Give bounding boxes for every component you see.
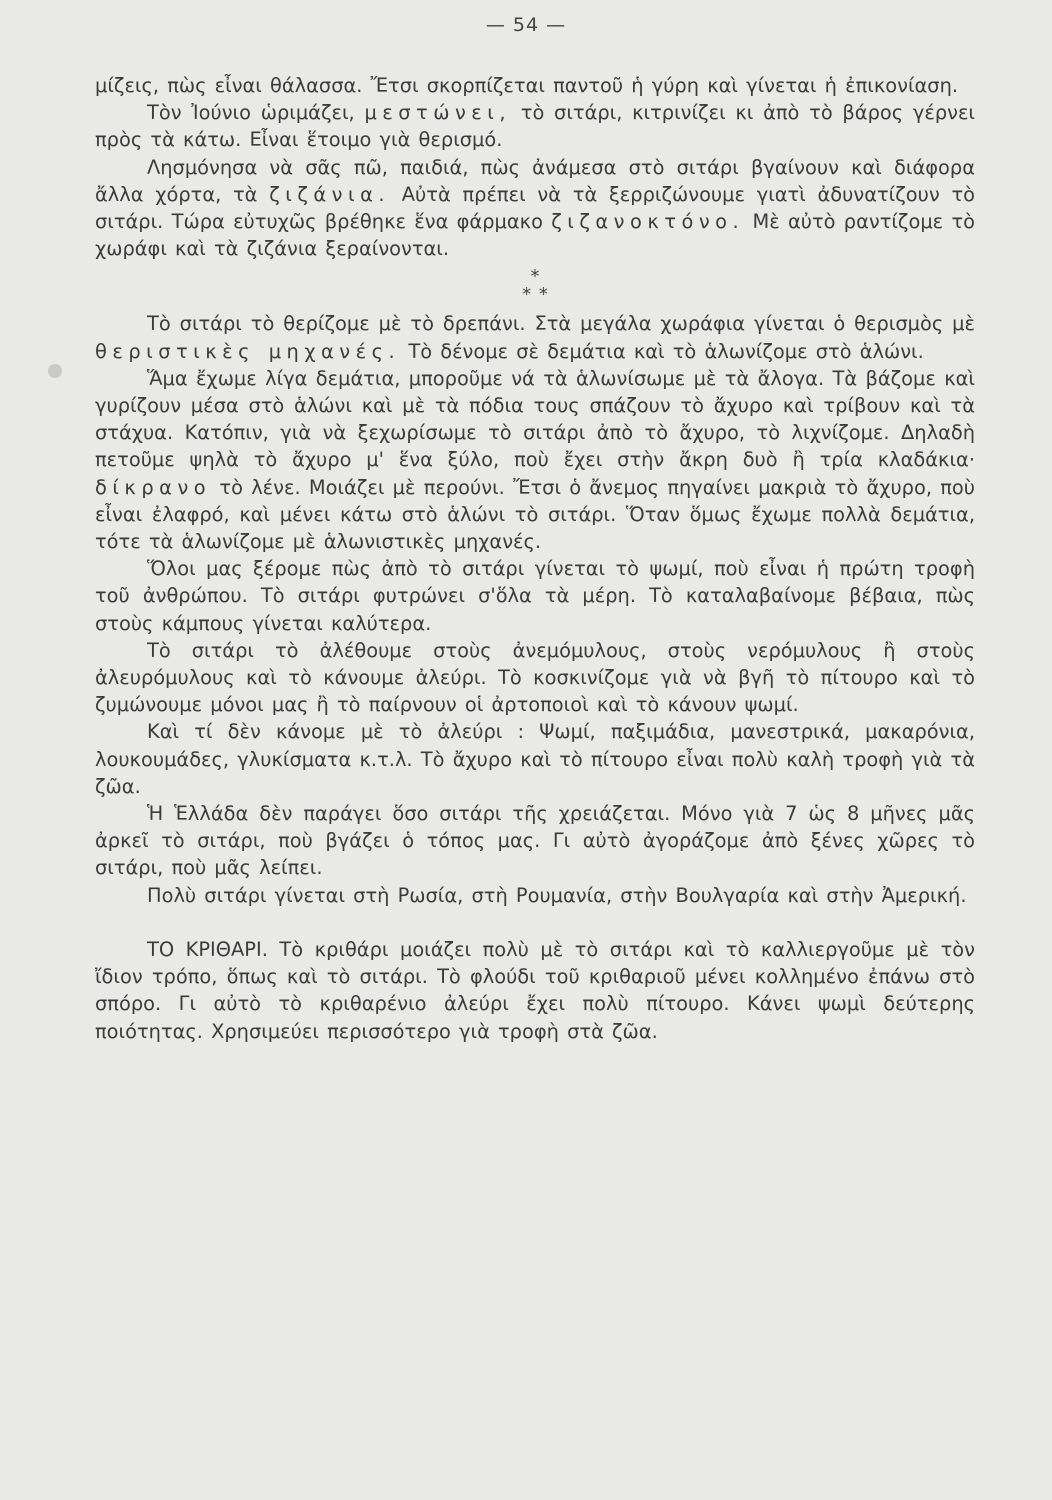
paragraph: ΤΟ ΚΡΙΘΑΡΙ. Τὸ κριθάρι μοιάζει πολὺ μὲ τὸ σιτάρι καὶ τὸ καλλιεργοῦμε μὲ τὸν ἴδιον τρόπο, ὅπως καὶ τὸ σιτάρι. Τὸ φλούδι τοῦ κριθαριοῦ μένει κολλημένο ἐπάνω στὸ σπόρο. Γι αὐτὸ τὸ κριθαρένιο ἀλεύρι ἔχει πολὺ πίτουρο. Κάνει ψωμὶ δεύτερης ποιότητας. Χρησιμεύει περισσότερο γιὰ τροφὴ στὰ ζῶα. — [95, 937, 975, 1043]
paragraph: Τὸν Ἰούνιο ὡριμάζει, μεστώνει, τὸ σιτάρι, κιτρινίζει κι ἀπὸ τὸ βάρος γέρνει πρὸς τὰ κάτω. Εἶναι ἕτοιμο γιὰ θερισμό. — [95, 101, 975, 152]
paragraph: Πολὺ σιτάρι γίνεται στὴ Ρωσία, στὴ Ρουμανία, στὴν Βουλγαρία καὶ στὴν Ἀμερική. — [147, 883, 967, 907]
emphasis: δίκρανο — [95, 475, 212, 499]
emphasis: θεριστικὲς μηχανές. — [95, 339, 401, 363]
paragraph: Τὸ σιτάρι τὸ θερίζομε μὲ τὸ δρεπάνι. Στὰ μεγάλα χωράφια γίνεται ὁ θερισμὸς μὲ θεριστικὲς μηχανές. Τὸ δένομε σὲ δεμάτια καὶ τὸ ἁλωνίζομε στὸ ἁλώνι. — [95, 312, 975, 363]
paragraph: Ἡ Ἑλλάδα δὲν παράγει ὅσο σιτάρι τῆς χρειάζεται. Μόνο γιὰ 7 ὡς 8 μῆνες μᾶς ἀρκεῖ τὸ σιτάρι, ποὺ βγάζει ὁ τόπος μας. Γι αὐτὸ ἀγοράζομε ἀπὸ ξένες χῶρες τὸ σιτάρι, ποὺ μᾶς λείπει. — [95, 802, 975, 880]
paragraph: Ἅμα ἔχωμε λίγα δεμάτια, μποροῦμε νά τὰ ἁλωνίσωμε μὲ τὰ ἄλογα. Τὰ βάζομε καὶ γυρίζουν μέσα στὸ ἁλώνι καὶ μὲ τὰ πόδια τους σπάζουν τὸ ἄχυρο καὶ τρίβουν καὶ τὰ στάχυα. Κατόπιν, γιὰ νὰ ξεχωρίσωμε τὸ σιτάρι ἀπὸ τὸ ἄχυρο, τὸ λιχνίζομε. Δηλαδὴ πετοῦμε ψηλὰ τὸ ἄχυρο μ' ἕνα ξύλο, ποὺ ἔχει στὴν ἄκρη δυὸ ἢ τρία κλαδάκια· δίκρανο τὸ λένε. Μοιάζει μὲ περούνι. Ἔτσι ὁ ἄνεμος πηγαίνει μακριὰ τὸ ἄχυρο, ποὺ εἶναι ἐλαφρό, καὶ μένει κάτω στὸ ἁλώνι τὸ σιτάρι. Ὅταν ὅμως ἔχωμε πολλὰ δεμάτια, τότε τὰ ἁλωνίζομε μὲ ἁλωνιστικὲς μηχανές. — [95, 366, 976, 554]
paragraph: Καὶ τί δὲν κάνομε μὲ τὸ ἀλεύρι : Ψωμί, παξιμάδια, μανεστρικά, μακαρόνια, λουκουμάδες, γλυκίσματα κ.τ.λ. Τὸ ἄχυρο καὶ τὸ πίτουρο εἶναι πολὺ καλὴ τροφὴ γιὰ τὰ ζῶα. — [95, 720, 975, 798]
paper-stain — [48, 364, 62, 378]
paragraph: Ὅλοι μας ξέρομε πὼς ἀπὸ τὸ σιτάρι γίνεται τὸ ψωμί, ποὺ εἶναι ἡ πρώτη τροφὴ τοῦ ἀνθρώπου. Τὸ σιτάρι φυτρώνει σ'ὅλα τὰ μέρη. Τὸ καταλαβαίνομε βέβαια, πὼς στοὺς κάμπους γίνεται καλύτερα. — [95, 557, 975, 635]
paragraph: Λησμόνησα νὰ σᾶς πῶ, παιδιά, πὼς ἀνάμεσα στὸ σιτάρι βγαίνουν καὶ διάφορα ἄλλα χόρτα, τὰ ζιζάνια. Αὐτὰ πρέπει νὰ τὰ ξερριζώνουμε γιατὶ ἀδυνατίζουν τὸ σιτάρι. Τώρα εὐτυχῶς βρέθηκε ἕνα φάρμακο ζιζανοκτόνο. Μὲ αὐτὸ ραντίζομε τὸ χωράφι καὶ τὰ ζιζάνια ξεραίνονται. — [95, 155, 975, 261]
paragraph: μίζεις, πὼς εἶναι θάλασσα. Ἔτσι σκορπίζεται παντοῦ ἡ γύρη καὶ γίνεται ἡ ἐπικονίαση. — [95, 74, 959, 97]
emphasis: μεστώνει, — [364, 101, 512, 125]
section-heading: ΤΟ ΚΡΙΘΑΡΙ. — [147, 937, 268, 961]
page-body — [95, 72, 975, 1045]
paragraph: Τὸ σιτάρι τὸ ἀλέθουμε στοὺς ἀνεμόμυλους, στοὺς νερόμυλους ἢ στοὺς ἀλευρόμυλους καὶ τὸ κάνουμε ἀλεύρι. Τὸ κοσκινίζομε γιὰ νὰ βγῆ τὸ πίτουρο καὶ τὸ ζυμώνουμε μόνοι μας ἢ τὸ παίρνουν οἱ ἀρτοποιοὶ καὶ τὸ κάνουν ψωμί. — [95, 638, 975, 717]
page-number: — 54 — — [485, 14, 567, 36]
emphasis: ζιζανοκτόνο. — [551, 210, 745, 234]
emphasis: ζιζάνια. — [269, 182, 391, 206]
section-separator: * * * — [522, 266, 548, 306]
